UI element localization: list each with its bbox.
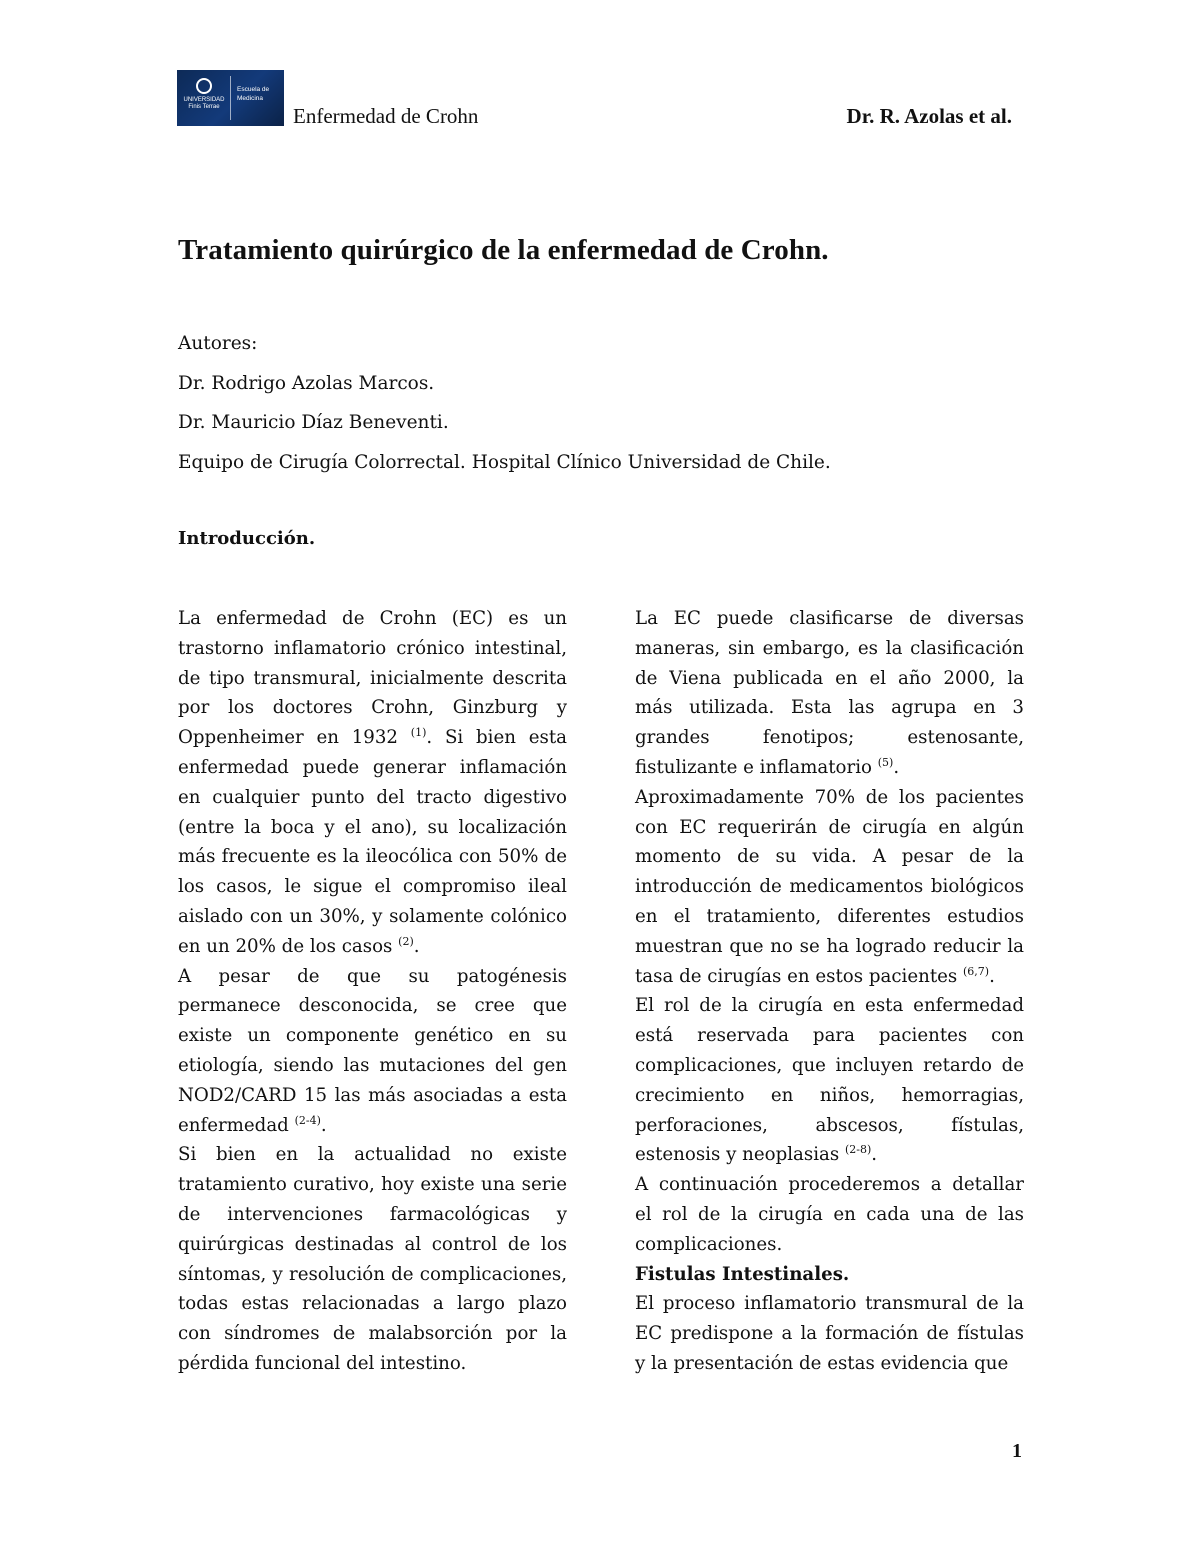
running-title: Enfermedad de Crohn	[293, 104, 479, 128]
university-crest-icon	[196, 78, 212, 94]
paragraph	[635, 783, 1024, 992]
paragraph	[178, 962, 567, 1141]
paragraph-text: .	[413, 935, 420, 957]
authors-block	[178, 331, 831, 489]
paragraph	[635, 1170, 1024, 1259]
citation-ref: (5)	[877, 755, 894, 769]
citation-ref: (2)	[398, 934, 414, 948]
paragraph	[178, 604, 567, 962]
logo-university-block	[181, 78, 227, 111]
paragraph-text: La enfermedad de Crohn (EC) es un trastorno inflamatorio crónico intestinal, de tipo transmural, inicialmente descrita por los doctores Crohn, Ginzburg y Oppenheimer en 1932	[178, 608, 567, 749]
logo-text-line: UNIVERSIDAD	[183, 97, 225, 103]
page-number: 1	[1012, 1440, 1022, 1462]
logo-text-line: Finis Terrae	[188, 104, 220, 110]
university-logo	[177, 70, 284, 126]
citation-ref: (6,7)	[963, 964, 990, 978]
paragraph-text: Si bien en la actualidad no existe tratamiento curativo, hoy existe una serie de intervenciones farmacológicas y quirúrgicas destinadas al control de los síntomas, y resolución de complicaciones, todas estas relacionadas a largo plazo con síndromes de malabsorción por la pérdida funcional del intestino.	[178, 1144, 567, 1374]
paragraph-text: .	[893, 756, 900, 778]
author-line: Dr. Mauricio Díaz Beneventi.	[178, 412, 449, 433]
left-column	[178, 604, 567, 1379]
logo-school-block	[237, 85, 281, 103]
citation-ref: (2-4)	[294, 1113, 321, 1127]
article-title: Tratamiento quirúrgico de la enfermedad de Crohn.	[178, 234, 829, 266]
paragraph	[178, 1140, 567, 1378]
section-heading-introduction: Introducción.	[178, 528, 316, 549]
paragraph-text: A pesar de que su patogénesis permanece desconocida, se cree que existe un componente genético en su etiología, siendo las mutaciones del gen NOD2/CARD 15 las más asociadas a esta enfermedad	[178, 965, 567, 1136]
paragraph-text: El rol de la cirugía en esta enfermedad está reservada para pacientes con complicaciones, que incluyen retardo de crecimiento en niños, hemorragias, perforaciones, abscesos, fístulas, estenosis y neoplasias	[635, 995, 1024, 1166]
section-heading-fistulas: Fistulas Intestinales.	[635, 1263, 850, 1285]
paragraph-text: .	[320, 1114, 327, 1136]
paragraph-text: .	[871, 1144, 878, 1166]
paragraph-text: La EC puede clasificarse de diversas maneras, sin embargo, es la clasificación de Viena publicada en el año 2000, la más utilizada. Esta las agrupa en 3 grandes fenotipos; estenosante, fistulizante e inflamatorio	[635, 608, 1024, 778]
paragraph-text: . Si bien esta enfermedad puede generar inflamación en cualquier punto del tracto digestivo (entre la boca y el ano), su localización más frecuente es la ileocólica con 50% de los casos, le sigue el compromiso ileal aislado con un 30%, y solamente colónico en un 20% de los casos	[178, 727, 567, 957]
right-column	[635, 604, 1024, 1379]
logo-text-line: Medicina	[237, 95, 264, 102]
paragraph: El proceso inflamatorio transmural de la EC predispone a la formación de fístulas y la presentación de estas evidencia que	[635, 1293, 1024, 1374]
citation-ref: (1)	[410, 726, 427, 740]
running-authors: Dr. R. Azolas et al.	[846, 104, 1012, 128]
authors-label: Autores:	[178, 333, 258, 354]
paragraph	[635, 604, 1024, 783]
logo-text-line: Escuela de	[237, 86, 270, 93]
paragraph-text: .	[989, 965, 995, 987]
paragraph-text: A continuación procederemos a detallar el rol de la cirugía en cada una de las complicaciones.	[635, 1174, 1024, 1255]
paragraph	[635, 991, 1024, 1170]
author-line: Dr. Rodrigo Azolas Marcos.	[178, 372, 435, 394]
citation-ref: (2-8)	[845, 1143, 872, 1157]
logo-divider	[230, 76, 231, 120]
affiliation-line: Equipo de Cirugía Colorrectal. Hospital Clínico Universidad de Chile.	[178, 451, 831, 473]
paragraph-text: Aproximadamente 70% de los pacientes con EC requerirán de cirugía en algún momento de su vida. A pesar de la introducción de medicamentos biológicos en el tratamiento, diferentes estudios muestran que no se ha logrado reducir la tasa de cirugías en estos pacientes	[635, 786, 1024, 987]
